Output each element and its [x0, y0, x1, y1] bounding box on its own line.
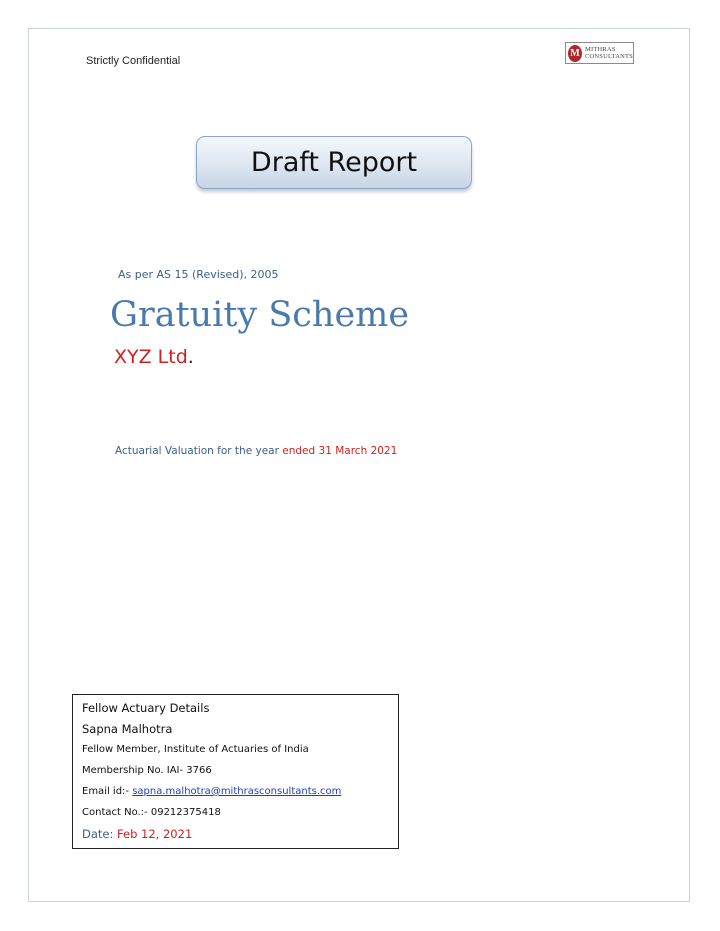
valuation-period	[115, 445, 397, 457]
logo-text	[585, 46, 633, 60]
logo-mark: M	[568, 45, 582, 62]
scheme-title: Gratuity Scheme	[110, 295, 410, 335]
actuary-designation: Fellow Member, Institute of Actuaries of India	[82, 744, 309, 755]
valuation-prefix: Actuarial Valuation for the year	[115, 445, 283, 457]
date-label: Date:	[82, 827, 118, 841]
actuary-membership: Membership No. IAI- 3766	[82, 765, 212, 776]
actuary-email-line	[82, 784, 398, 805]
company-name	[114, 346, 194, 368]
standard-subtitle: As per AS 15 (Revised), 2005	[118, 268, 279, 281]
actuary-heading: Fellow Actuary Details	[82, 701, 210, 715]
company-name-text: XYZ Ltd	[114, 346, 188, 368]
email-link[interactable]: sapna.malhotra@mithrasconsultants.com	[132, 786, 342, 797]
logo-line-2: CONSULTANTS	[584, 53, 633, 60]
confidential-label: Strictly Confidential	[86, 55, 181, 67]
logo-line-1: MITHRAS	[584, 46, 616, 53]
report-date: Feb 12, 2021	[117, 827, 193, 841]
company-name-period: .	[187, 346, 194, 368]
actuary-details-box	[72, 694, 399, 849]
actuary-contact: Contact No.:- 09212375418	[82, 807, 221, 818]
company-logo	[565, 42, 634, 64]
draft-report-badge: Draft Report	[196, 136, 472, 189]
valuation-end-date: ended 31 March 2021	[282, 445, 398, 457]
email-label: Email id:-	[82, 786, 133, 797]
actuary-name: Sapna Malhotra	[82, 722, 173, 736]
report-date-line	[82, 826, 398, 842]
